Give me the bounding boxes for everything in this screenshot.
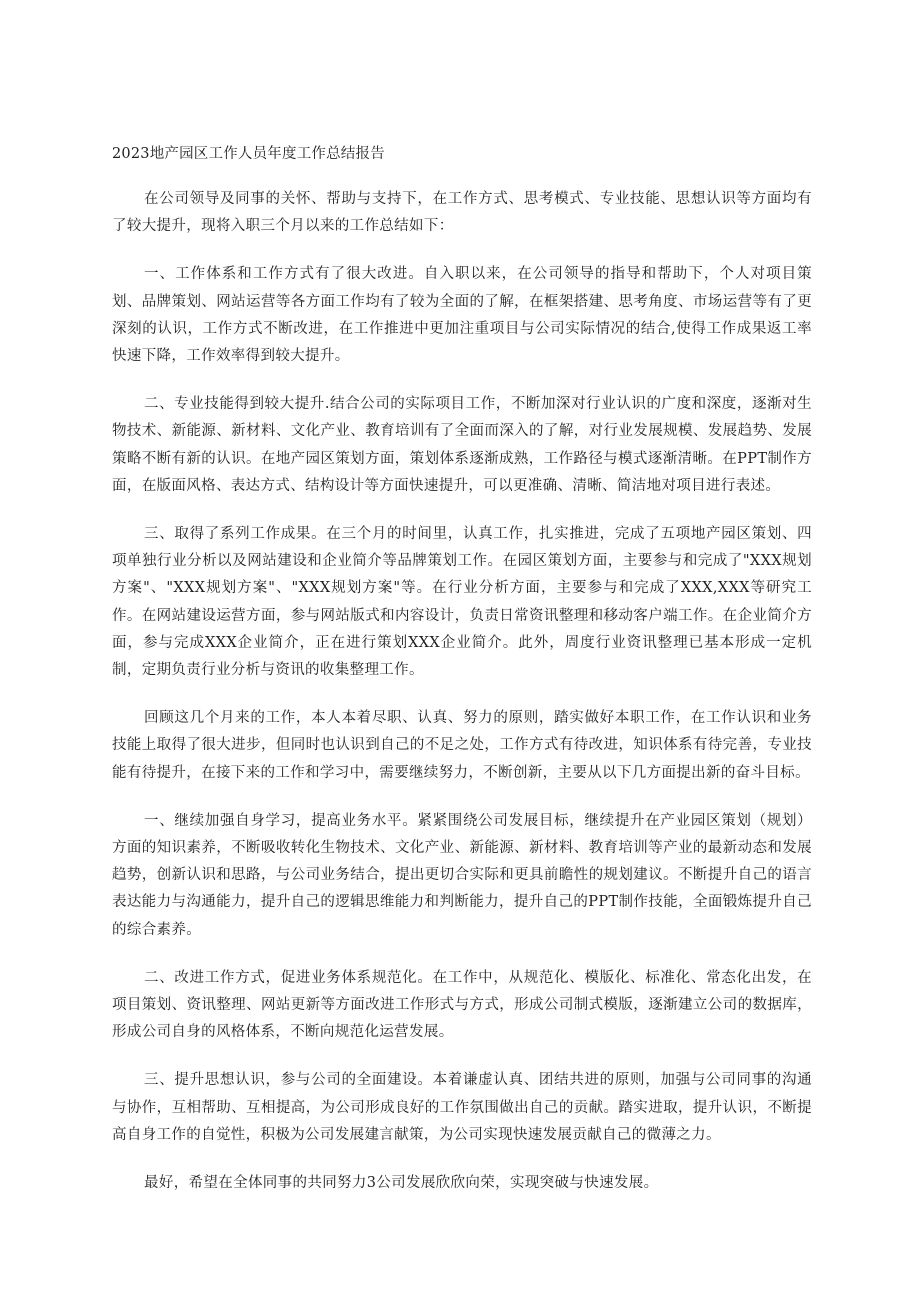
paragraph-closing: 最好，希望在全体同事的共同努力3公司发展欣欣向荣，实现突破与快速发展。 [144,1175,659,1192]
paragraph-goal-standardization: 二、改进工作方式，促进业务体系规范化。在工作中，从规范化、模版化、标准化、常态化出发，在项目策划、资讯整理、网站更新等方面改进工作形式与方式，形成公司制式模版，逐渐建立公司的数据库，形成公司自身的风格体系，不断向规范化运营发展。 [112,969,812,1041]
paragraph-goal-thinking: 三、提升思想认识，参与公司的全面建设。本着谦虚认真、团结共进的原则，加强与公司同事的沟通与协作，互相帮助、互相提高，为公司形成良好的工作氛围做出自己的贡献。踏实进取，提升认识，不断提高自身工作的自觉性，积极为公司发展建言献策，为公司实现快速发展贡献自己的微薄之力。 [112,1072,812,1143]
paragraph-work-system: 一、工作体系和工作方式有了很大改进。自入职以来，在公司领导的指导和帮助下，个人对项目策划、品牌策划、网站运营等各方面工作均有了较为全面的了解，在框架搭建、思考角度、市场运营等有了更深刻的认识，工作方式不断改进，在工作推进中更加注重项目与公司实际情况的结合,使得工作成果返工率快速下降，工作效率得到较大提升。 [112,266,812,365]
paragraph-intro: 在公司领导及同事的关怀、帮助与支持下，在工作方式、思考模式、专业技能、思想认识等方面均有了较大提升，现将入职三个月以来的工作总结如下： [112,191,812,235]
paragraph-professional-skills: 二、专业技能得到较大提升.结合公司的实际项目工作，不断加深对行业认识的广度和深度，逐渐对生物技术、新能源、新材料、文化产业、教育培训有了全面而深入的了解，对行业发展规模、发展趋势、发展策略不断有新的认识。在地产园区策划方面，策划体系逐渐成熟，工作路径与模式逐渐清晰。在PPT制作方面，在版面风格、表达方式、结构设计等方面快速提升，可以更准确、清晰、简洁地对项目进行表述。 [112,396,812,494]
document-title: 2023地产园区工作人员年度工作总结报告 [112,146,385,162]
paragraph-goal-learning: 一、继续加强自身学习，提高业务水平。紧紧围绕公司发展目标，继续提升在产业园区策划（规划）方面的知识素养，不断吸收转化生物技术、文化产业、新能源、新材料、教育培训等产业的最新动态和发展趋势，创新认识和思路，与公司业务结合，提出更切合实际和更具前瞻性的规划建议。不断提升自己的语言表达能力与沟通能力，提升自己的逻辑思维能力和判断能力，提升自己的PPT制作技能，全面锻炼提升自己的综合素养。 [112,812,812,938]
document-page [112,142,812,1197]
paragraph-review: 回顾这几个月来的工作，本人本着尽职、认真、努力的原则，踏实做好本职工作，在工作认识和业务技能上取得了很大进步，但同时也认识到自己的不足之处，工作方式有待改进，知识体系有待完善，专业技能有待提升，在接下来的工作和学习中，需要继续努力，不断创新，主要从以下几方面提出新的奋斗目标。 [112,710,812,781]
paragraph-work-results: 三、取得了系列工作成果。在三个月的时间里，认真工作，扎实推进，完成了五项地产园区策划、四项单独行业分析以及网站建设和企业简介等品牌策划工作。在园区策划方面，主要参与和完成了"XXX规划方案"、"XXX规划方案"、"XXX规划方案"等。在行业分析方面，主要参与和完成了XXX,XXX等研究工作。在网站建设运营方面，参与网站版式和内容设计，负责日常资讯整理和移动客户端工作。在企业简介方面，参与完成XXX企业简介，正在进行策划XXX企业简介。此外，周度行业资讯整理已基本形成一定机制，定期负责行业分析与资讯的收集整理工作。 [112,526,812,679]
